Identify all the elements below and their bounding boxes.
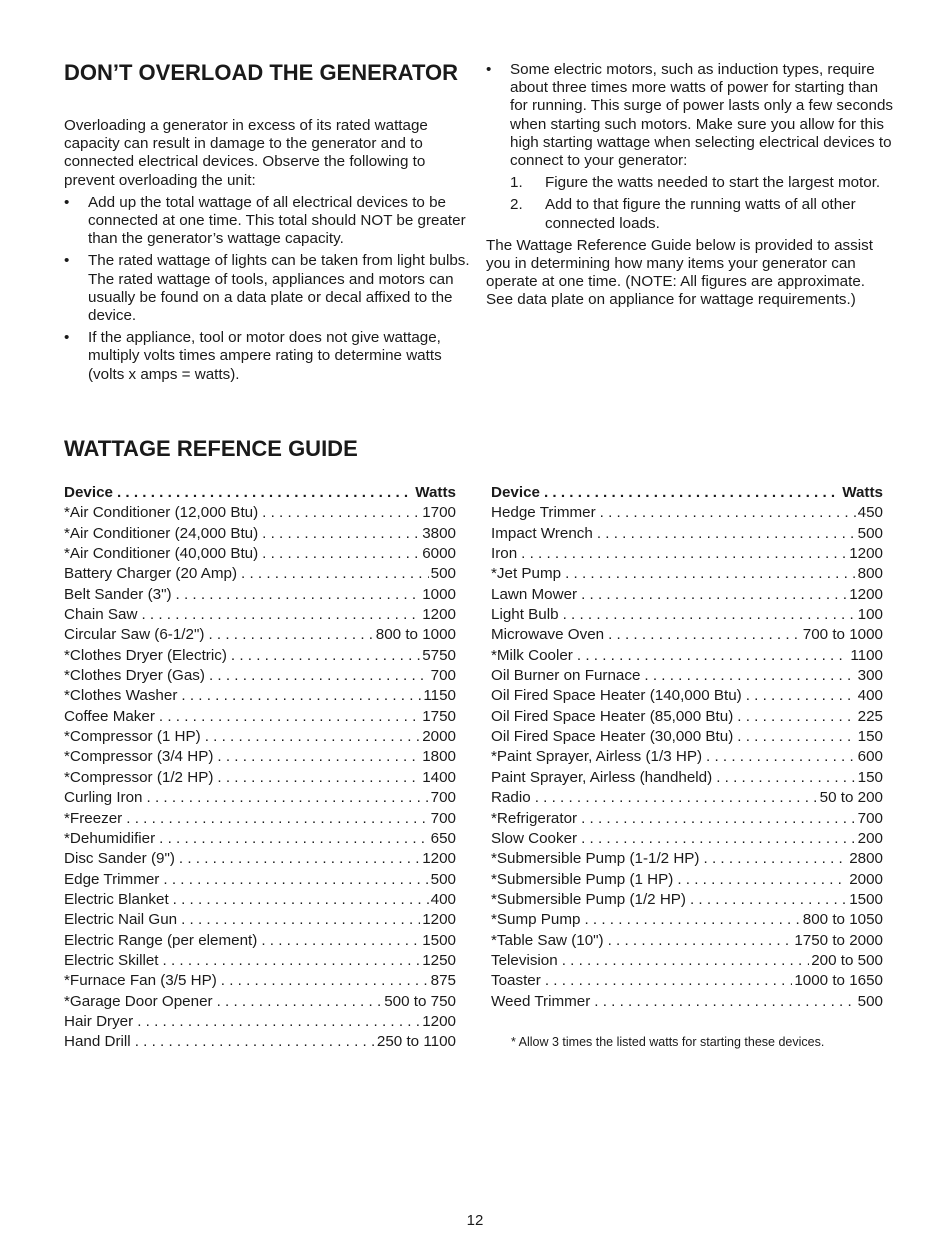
leader-dots [597, 524, 856, 544]
leader-dots [690, 890, 847, 910]
leader-dots [677, 870, 847, 890]
table-row [491, 768, 883, 788]
device-name: Belt Sander (3") [64, 585, 172, 603]
watts-value: 1750 [422, 707, 456, 725]
table-row [491, 686, 883, 706]
overload-bullet: • If the appliance, tool or motor does not give wattage, multiply volts times ampere rating to determine watts (volts x amps = watts). [64, 329, 442, 383]
table-row [64, 585, 456, 605]
watts-value: 1500 [849, 890, 883, 908]
table-row [64, 870, 456, 890]
leader-dots [208, 625, 373, 645]
watts-value: 450 [857, 504, 883, 522]
device-name: Battery Charger (20 Amp) [64, 565, 238, 583]
watts-value: 700 [857, 809, 883, 827]
device-name: *Air Conditioner (40,000 Btu) [64, 545, 259, 563]
leader-dots [544, 483, 840, 503]
device-name: Light Bulb [491, 606, 559, 624]
watts-value: 800 [857, 565, 883, 583]
watts-value: 1150 [423, 687, 456, 705]
leader-dots [563, 605, 856, 625]
watts-value: 1200 [422, 850, 456, 868]
table-row [491, 605, 883, 625]
device-name: Toaster [491, 972, 541, 990]
watts-value: 700 [430, 809, 456, 827]
device-name: Hand Drill [64, 1033, 131, 1051]
watts-value: 150 [857, 728, 883, 746]
leader-dots [706, 747, 856, 767]
watts-value: 2800 [849, 850, 883, 868]
wattage-table-left [64, 483, 456, 1053]
watts-value: 5750 [422, 646, 456, 664]
device-column-header: Device [64, 484, 113, 501]
device-name: Impact Wrench [491, 524, 593, 542]
table-row [491, 931, 883, 951]
wattage-table-right [491, 483, 883, 1012]
table-row [491, 646, 883, 666]
table-row [491, 849, 883, 869]
watts-value: 1200 [422, 1012, 456, 1030]
leader-dots [126, 809, 428, 829]
device-name: Curling Iron [64, 789, 143, 807]
motor-bullets [486, 61, 896, 170]
leader-dots [163, 870, 428, 890]
leader-dots [117, 483, 413, 503]
leader-dots [704, 849, 848, 869]
leader-dots [173, 890, 429, 910]
device-name: Oil Burner on Furnace [491, 667, 641, 685]
table-row [491, 809, 883, 829]
device-name: Weed Trimmer [491, 992, 591, 1010]
watts-value: 400 [857, 687, 883, 705]
watts-value: 600 [857, 748, 883, 766]
table-row [491, 951, 883, 971]
device-name: *Clothes Washer [64, 687, 178, 705]
table-row [491, 666, 883, 686]
table-row [64, 605, 456, 625]
watts-value: 700 [430, 667, 456, 685]
table-row [491, 747, 883, 767]
table-row [64, 931, 456, 951]
motor-steps [486, 174, 896, 233]
leader-dots [581, 585, 847, 605]
device-name: Electric Skillet [64, 951, 159, 969]
device-name: Microwave Oven [491, 626, 605, 644]
table-row [64, 707, 456, 727]
leader-dots [600, 503, 856, 523]
device-name: Slow Cooker [491, 829, 578, 847]
watts-value: 1250 [422, 951, 456, 969]
leader-dots [217, 992, 383, 1012]
leader-dots [581, 809, 856, 829]
overload-bullet: • The rated wattage of lights can be taken from light bulbs. The rated wattage of tools, appliances and motors can usually be found on a data plate or decal affixed to the device. [64, 252, 470, 325]
leader-dots [159, 829, 428, 849]
watts-value: 1700 [422, 504, 456, 522]
table-row [64, 564, 456, 584]
footnote: * Allow 3 times the listed watts for starting these devices. [511, 1035, 825, 1049]
device-name: *Dehumidifier [64, 829, 156, 847]
device-name: Disc Sander (9") [64, 850, 175, 868]
device-name: *Submersible Pump (1 HP) [491, 870, 674, 888]
watts-value: 700 to 1000 [802, 626, 883, 644]
device-name: Oil Fired Space Heater (85,000 Btu) [491, 707, 734, 725]
leader-dots [209, 666, 429, 686]
leader-dots [594, 992, 855, 1012]
leader-dots [135, 1032, 375, 1052]
table-row [64, 666, 456, 686]
table-row [491, 910, 883, 930]
watts-value: 800 to 1050 [802, 911, 883, 929]
leader-dots [608, 931, 793, 951]
guide-note: The Wattage Reference Guide below is provided to assist you in determining how many items your generator can operate at one time. (NOTE: All figures are approximate. See data plate on appliance for wattage requirements.) [486, 236, 873, 309]
overload-title: DON’T OVERLOAD THE GENERATOR [64, 60, 458, 85]
watts-value: 1200 [422, 606, 456, 624]
device-name: *Compressor (3/4 HP) [64, 748, 214, 766]
device-name: Television [491, 951, 558, 969]
device-name: Hair Dryer [64, 1012, 134, 1030]
table-row [64, 849, 456, 869]
watts-value: 500 [857, 992, 883, 1010]
device-name: *Paint Sprayer, Airless (1/3 HP) [491, 748, 703, 766]
leader-dots [179, 849, 420, 869]
watts-value: 2000 [422, 728, 456, 746]
motor-bullet: • Some electric motors, such as induction types, require about three times more watts of power for starting than for running. This surge of power lasts only a few seconds when starting such motors. Make sure you allow for this high starting wattage when selecting electrical devices to connect to your generator: [486, 61, 893, 170]
leader-dots [241, 564, 429, 584]
leader-dots [262, 524, 420, 544]
device-name: *Submersible Pump (1-1/2 HP) [491, 850, 700, 868]
table-header [491, 483, 883, 503]
device-name: *Clothes Dryer (Electric) [64, 646, 227, 664]
device-name: *Freezer [64, 809, 123, 827]
watts-value: 225 [857, 707, 883, 725]
table-row [64, 503, 456, 523]
table-row [64, 809, 456, 829]
leader-dots [535, 788, 818, 808]
device-name: *Air Conditioner (12,000 Btu) [64, 504, 259, 522]
table-row [491, 971, 883, 991]
leader-dots [584, 910, 800, 930]
leader-dots [644, 666, 855, 686]
watts-value: 500 [430, 565, 456, 583]
leader-dots [141, 605, 420, 625]
bullet-icon: • [64, 252, 70, 270]
watts-value: 1800 [422, 748, 456, 766]
watts-value: 300 [857, 667, 883, 685]
watts-value: 500 [857, 524, 883, 542]
watts-value: 1400 [422, 768, 456, 786]
leader-dots [521, 544, 847, 564]
device-name: Electric Range (per element) [64, 931, 258, 949]
table-row [491, 992, 883, 1012]
leader-dots [181, 910, 420, 930]
watts-value: 800 to 1000 [375, 626, 456, 644]
device-name: *Refrigerator [491, 809, 578, 827]
device-name: *Table Saw (10") [491, 931, 604, 949]
leader-dots [159, 707, 420, 727]
device-name: Paint Sprayer, Airless (handheld) [491, 768, 713, 786]
table-row [491, 727, 883, 747]
watts-value: 100 [857, 606, 883, 624]
table-row [491, 524, 883, 544]
watts-value: 3800 [422, 524, 456, 542]
device-name: *Clothes Dryer (Gas) [64, 667, 205, 685]
leader-dots [137, 1012, 420, 1032]
table-row [64, 971, 456, 991]
device-name: *Garage Door Opener [64, 992, 213, 1010]
overload-bullet: • Add up the total wattage of all electrical devices to be connected at one time. This total should NOT be greater than the generator’s wattage capacity. [64, 193, 466, 248]
overload-left-column [64, 117, 474, 388]
watts-value: 150 [857, 768, 883, 786]
table-row [64, 992, 456, 1012]
leader-dots [147, 788, 429, 808]
table-row [64, 686, 456, 706]
leader-dots [262, 544, 420, 564]
leader-dots [562, 951, 810, 971]
table-row [64, 524, 456, 544]
overload-intro: Overloading a generator in excess of its rated wattage capacity can result in damage to the generator and to connected electrical devices. Observe the following to prevent overloading the unit: [64, 117, 428, 189]
watts-value: 6000 [422, 545, 456, 563]
device-name: Hedge Trimmer [491, 504, 596, 522]
watts-value: 650 [430, 829, 456, 847]
overload-right-column [486, 61, 896, 310]
table-row [491, 585, 883, 605]
device-name: *Furnace Fan (3/5 HP) [64, 972, 217, 990]
device-name: Chain Saw [64, 606, 138, 624]
device-name: Circular Saw (6-1/2") [64, 626, 205, 644]
leader-dots [545, 971, 793, 991]
device-name: Radio [491, 789, 531, 807]
device-name: *Milk Cooler [491, 646, 573, 664]
table-row [64, 1032, 456, 1052]
device-name: Iron [491, 545, 518, 563]
motor-step: 2. Add to that figure the running watts of all other connected loads. [510, 196, 856, 232]
leader-dots [231, 646, 420, 666]
watts-column-header: Watts [842, 484, 883, 501]
overload-bullets [64, 194, 474, 384]
watts-value: 200 to 500 [811, 951, 883, 969]
table-row [64, 829, 456, 849]
watts-column-header: Watts [415, 484, 456, 501]
device-name: Oil Fired Space Heater (30,000 Btu) [491, 728, 734, 746]
table-row [64, 747, 456, 767]
table-row [491, 625, 883, 645]
table-row [491, 890, 883, 910]
watts-value: 1200 [849, 585, 883, 603]
leader-dots [261, 931, 420, 951]
device-name: Lawn Mower [491, 585, 578, 603]
watts-value: 250 to 1100 [376, 1033, 456, 1051]
table-header [64, 483, 456, 503]
watts-value: 50 to 200 [819, 789, 883, 807]
page-number: 12 [466, 1212, 484, 1229]
table-row [491, 503, 883, 523]
watts-value: 500 to 750 [384, 992, 456, 1010]
leader-dots [716, 768, 855, 788]
watts-value: 1000 [422, 585, 456, 603]
device-name: *Sump Pump [491, 911, 581, 929]
table-row [491, 829, 883, 849]
table-row [491, 544, 883, 564]
table-row [491, 564, 883, 584]
watts-value: 875 [430, 972, 456, 990]
motor-step: 1. Figure the watts needed to start the largest motor. [510, 174, 881, 192]
bullet-icon: • [486, 61, 492, 78]
leader-dots [163, 951, 421, 971]
table-row [491, 788, 883, 808]
device-name: *Air Conditioner (24,000 Btu) [64, 524, 259, 542]
leader-dots [262, 503, 420, 523]
device-name: *Compressor (1 HP) [64, 728, 201, 746]
device-name: Oil Fired Space Heater (140,000 Btu) [491, 687, 742, 705]
table-row [64, 727, 456, 747]
bullet-icon: • [64, 329, 70, 347]
device-name: *Compressor (1/2 HP) [64, 768, 214, 786]
leader-dots [176, 585, 421, 605]
watts-value: 500 [430, 870, 456, 888]
device-name: *Jet Pump [491, 565, 562, 583]
leader-dots [221, 971, 429, 991]
device-column-header: Device [491, 484, 540, 501]
leader-dots [205, 727, 420, 747]
watts-value: 1200 [849, 545, 883, 563]
table-row [64, 625, 456, 645]
leader-dots [608, 625, 801, 645]
watts-value: 1100 [850, 646, 883, 664]
leader-dots [181, 686, 421, 706]
table-row [64, 768, 456, 788]
leader-dots [581, 829, 856, 849]
table-row [491, 870, 883, 890]
watts-value: 1750 to 2000 [794, 931, 883, 949]
table-row [64, 951, 456, 971]
table-row [64, 788, 456, 808]
table-row [64, 1012, 456, 1032]
watts-value: 200 [857, 829, 883, 847]
watts-value: 1000 to 1650 [794, 972, 883, 990]
watts-value: 1200 [422, 911, 456, 929]
device-name: *Submersible Pump (1/2 HP) [491, 890, 686, 908]
watts-value: 400 [430, 890, 456, 908]
device-name: Electric Blanket [64, 890, 169, 908]
device-name: Coffee Maker [64, 707, 155, 725]
watts-value: 2000 [849, 870, 883, 888]
table-row [64, 544, 456, 564]
guide-title: WATTAGE REFENCE GUIDE [64, 436, 358, 461]
leader-dots [746, 686, 856, 706]
bullet-icon: • [64, 193, 70, 211]
leader-dots [577, 646, 848, 666]
watts-value: 700 [430, 789, 456, 807]
table-row [491, 707, 883, 727]
leader-dots [217, 747, 420, 767]
table-row [64, 910, 456, 930]
leader-dots [217, 768, 420, 788]
leader-dots [565, 564, 856, 584]
table-row [64, 890, 456, 910]
device-name: Edge Trimmer [64, 870, 160, 888]
leader-dots [737, 727, 855, 747]
leader-dots [737, 707, 855, 727]
device-name: Electric Nail Gun [64, 911, 178, 929]
watts-value: 1500 [422, 931, 456, 949]
table-row [64, 646, 456, 666]
